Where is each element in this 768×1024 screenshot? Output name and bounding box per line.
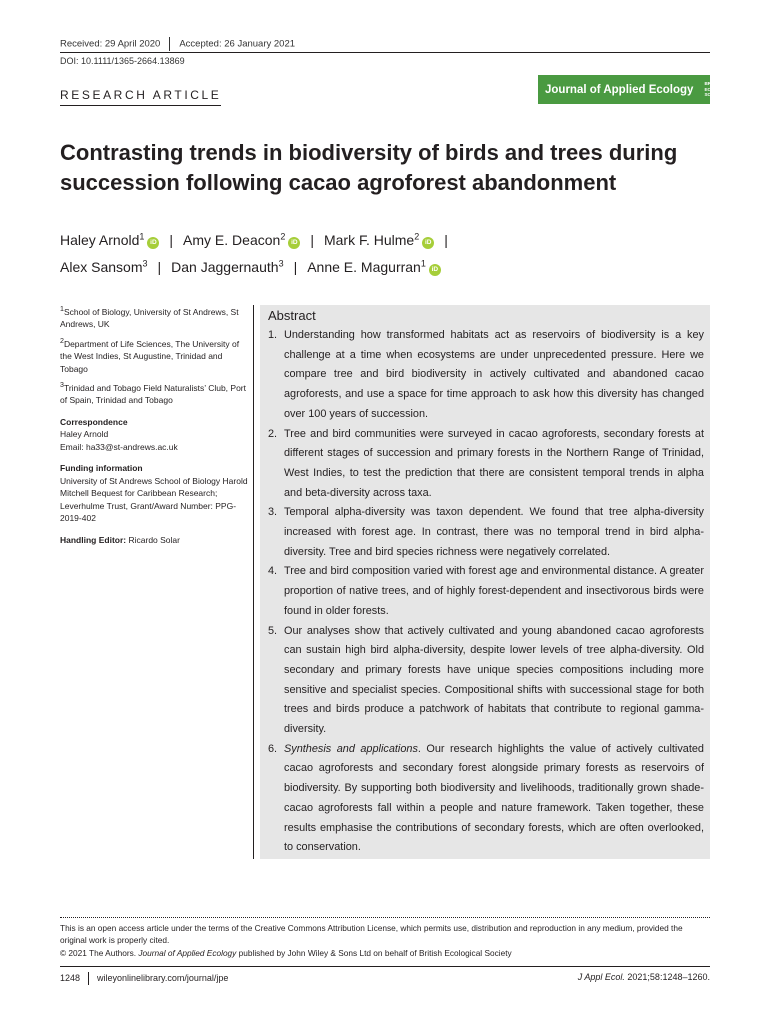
abstract-list [268,326,704,858]
author-name[interactable]: Anne E. Magurran$^1$iD [307,259,441,275]
author-separator: | [293,259,298,276]
orcid-icon[interactable]: iD [147,237,159,249]
correspondence-name: Haley Arnold [60,429,109,440]
author-name[interactable]: Dan Jaggernauth$^3$ [171,258,284,276]
author-separator: | [310,231,314,248]
affiliation: $^3$Trinidad and Tobago Field Naturalists’ Club, Port of Spain, Trinidad and Tobago [60,381,246,406]
citation [578,972,710,982]
author-name[interactable]: Haley Arnold$^1$iD [60,232,159,248]
author-separator: | [444,231,448,248]
footer-rule [60,966,710,967]
abstract-item: 5. Our analyses show that actively cultivated and young abandoned cacao agroforests can sustain high bird alpha-diversity, despite lower levels of tree alpha-diversity. Old secondary and primary forests have unique species compositions including more sensitive and specialist species. Compositional shifts with successional stage for both trees and birds produce a patchwork of habitats that contribute to regional gamma-diversity. [268,624,704,736]
abstract-item: 4. Tree and bird composition varied with forest age and environmental distance. A greater proportion of native trees, and of highly forest-dependent and insectivorous birds were found in older forests. [268,565,704,617]
journal-url-link[interactable]: wileyonlinelibrary.com/journal/jpe [97,972,229,983]
date-separator [169,37,170,51]
orcid-icon[interactable]: iD [288,237,300,249]
abstract-item: 1. Understanding how transformed habitats act as reservoirs of biodiversity is a key challenge at a time when ecosystems are under unprecedented pressure. Here we compare tree and bird biodiversity in actively cultivated and abandoned cacao agroforests, and use a space for time approach to ask how this diversity has changed over 100 years of succession. [268,329,704,420]
correspondence-email[interactable]: Email: ha33@st-andrews.ac.uk [60,441,178,452]
correspondence-heading: Correspondence [60,416,128,427]
abstract-side-rule [253,305,254,859]
author-name[interactable]: Mark F. Hulme$^2$iD [324,232,434,248]
abstract-item-lead: Synthesis and applications [284,742,418,755]
author-affiliation-number: 2 [280,231,286,241]
handling-editor-section [60,534,250,547]
affiliation: $^1$School of Biology, University of St Andrews, St Andrews, UK [60,305,239,330]
journal-logo-name: Journal of Applied Ecology [545,83,694,96]
author-affiliation-number: 1 [420,258,426,269]
article-dates [60,37,295,51]
article-title: Contrasting trends in biodiversity of birds and trees during succession following cacao agroforest abandonment [60,140,678,195]
orcid-icon[interactable]: iD [429,264,441,276]
abstract-item: 6. Synthesis and applications. Our research highlights the value of actively cultivated cacao agroforests and secondary forest alongside primary forests as reservoirs of biodiversity. By supporting both biodiversity and livelihoods, traditionally grown shade-cacao agroforests fall within a people and nature framework. Taken together, these results emphasise the contributions of secondary forests, which are often overlooked, to conservation. [268,742,704,854]
article-type-label: RESEARCH ARTICLE [60,88,221,106]
article-sidebar [60,303,250,554]
orcid-icon[interactable]: iD [422,237,434,249]
page-number: 1248 [60,972,81,983]
author-name[interactable]: Alex Sansom$^3$ [60,258,148,276]
funding-heading: Funding information [60,463,143,474]
author-name[interactable]: Amy E. Deacon$^2$iD [183,232,300,248]
affiliation: $^2$Department of Life Sciences, The University of the West Indies, St Augustine, Trinidad and Tobago [60,336,240,374]
affiliations [60,303,250,407]
received-date: Received: 29 April 2020 [60,38,161,50]
author-list [60,224,710,279]
author-affiliation-number: 3 [142,258,148,269]
funding-section [60,462,250,525]
author-affiliation-number: 1 [139,231,145,241]
journal-logo[interactable] [538,75,736,104]
doi-link[interactable]: DOI: 10.1111/1365-2664.13869 [60,56,185,66]
funding-text: University of St Andrews School of Biology Harold Mitchell Bequest for Caribbean Research; Leverhulme Trust, Grant/Award Number: PPG-2019-402 [60,475,248,524]
abstract-item: 2. Tree and bird communities were surveyed in cacao agroforests, secondary forests at different stages of succession and primary forests in the Northern Range of Trinidad, West Indies, to test the prediction that there are consistent temporal trends in alpha and beta-diversity across taxa. [268,427,704,499]
license-text: This is an open access article under the terms of the Creative Commons Attribution License, which permits use, distribution and reproduction in any medium, provided the original work is properly cited. [60,923,683,945]
copyright-text: © 2021 The Authors. Journal of Applied Ecology published by John Wiley & Sons Ltd on behalf of British Ecological Society [60,948,512,958]
header-rule [60,52,710,53]
society-logo-text: BRITISH ECOLOGICAL SOCIETY [704,81,736,98]
author-affiliation-number: 2 [414,231,420,241]
footer-separator [88,972,89,985]
abstract-heading: Abstract [268,308,316,323]
citation-details: 2021;58:1248–1260. [624,972,710,982]
journal-abbreviation: J Appl Ecol. [577,972,625,982]
license-divider [60,917,710,918]
author-separator: | [157,259,162,276]
correspondence-section [60,416,250,454]
author-separator: | [169,231,174,248]
accepted-date: Accepted: 26 January 2021 [179,38,296,50]
handling-editor-label: Handling Editor: [60,534,127,545]
author-affiliation-number: 3 [278,258,284,269]
footer-left [60,972,228,985]
handling-editor-name: Ricardo Solar [128,534,180,545]
abstract-item: 3. Temporal alpha-diversity was taxon dependent. We found that tree alpha-diversity increased with forest age. In contrast, there was no temporal trend in bird alpha-diversity. Tree and bird species richness were negatively correlated. [268,506,704,558]
